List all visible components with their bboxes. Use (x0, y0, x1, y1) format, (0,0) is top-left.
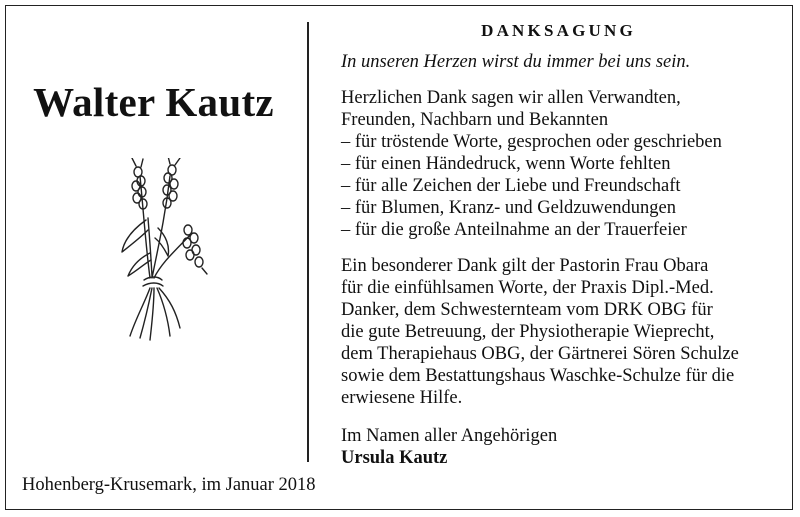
thanks-line: – für einen Händedruck, wenn Worte fehlten (341, 154, 671, 174)
place-date: Hohenberg-Krusemark, im Januar 2018 (22, 475, 316, 495)
special-thanks-paragraph (341, 255, 776, 409)
thanks-line: – für tröstende Worte, gesprochen oder geschrieben (341, 132, 722, 152)
special-thanks-line: die gute Betreuung, der Physiotherapie Wieprecht, (341, 322, 715, 342)
thanks-paragraph (341, 87, 776, 241)
closing-line: Im Namen aller Angehörigen (341, 426, 558, 446)
thanks-line: – für Blumen, Kranz- und Geldzuwendungen (341, 198, 676, 218)
notice-heading: DANKSAGUNG (481, 21, 636, 40)
signature-block (341, 425, 776, 469)
signer-name: Ursula Kautz (341, 448, 448, 468)
thanks-line: – für alle Zeichen der Liebe und Freundschaft (341, 176, 681, 196)
special-thanks-line: Danker, dem Schwesternteam vom DRK OBG für (341, 300, 713, 320)
special-thanks-line: sowie dem Bestattungshaus Waschke-Schulze für die (341, 366, 735, 386)
thanks-line: – für die große Anteilnahme an der Trauerfeier (341, 220, 687, 240)
special-thanks-line: Ein besonderer Dank gilt der Pastorin Frau Obara (341, 256, 709, 276)
wheat-bundle-icon (110, 158, 210, 343)
motto: In unseren Herzen wirst du immer bei uns sein. (341, 52, 691, 72)
thanks-line: Herzlichen Dank sagen wir allen Verwandten, (341, 88, 681, 108)
deceased-name: Walter Kautz (33, 79, 274, 125)
special-thanks-line: dem Therapiehaus OBG, der Gärtnerei Sören Schulze (341, 344, 739, 364)
special-thanks-line: für die einfühlsamen Worte, der Praxis Dipl.-Med. (341, 278, 714, 298)
thanks-column (341, 20, 776, 469)
column-divider (307, 22, 309, 462)
special-thanks-line: erwiesene Hilfe. (341, 388, 463, 408)
thanks-line: Freunden, Nachbarn und Bekannten (341, 110, 609, 130)
